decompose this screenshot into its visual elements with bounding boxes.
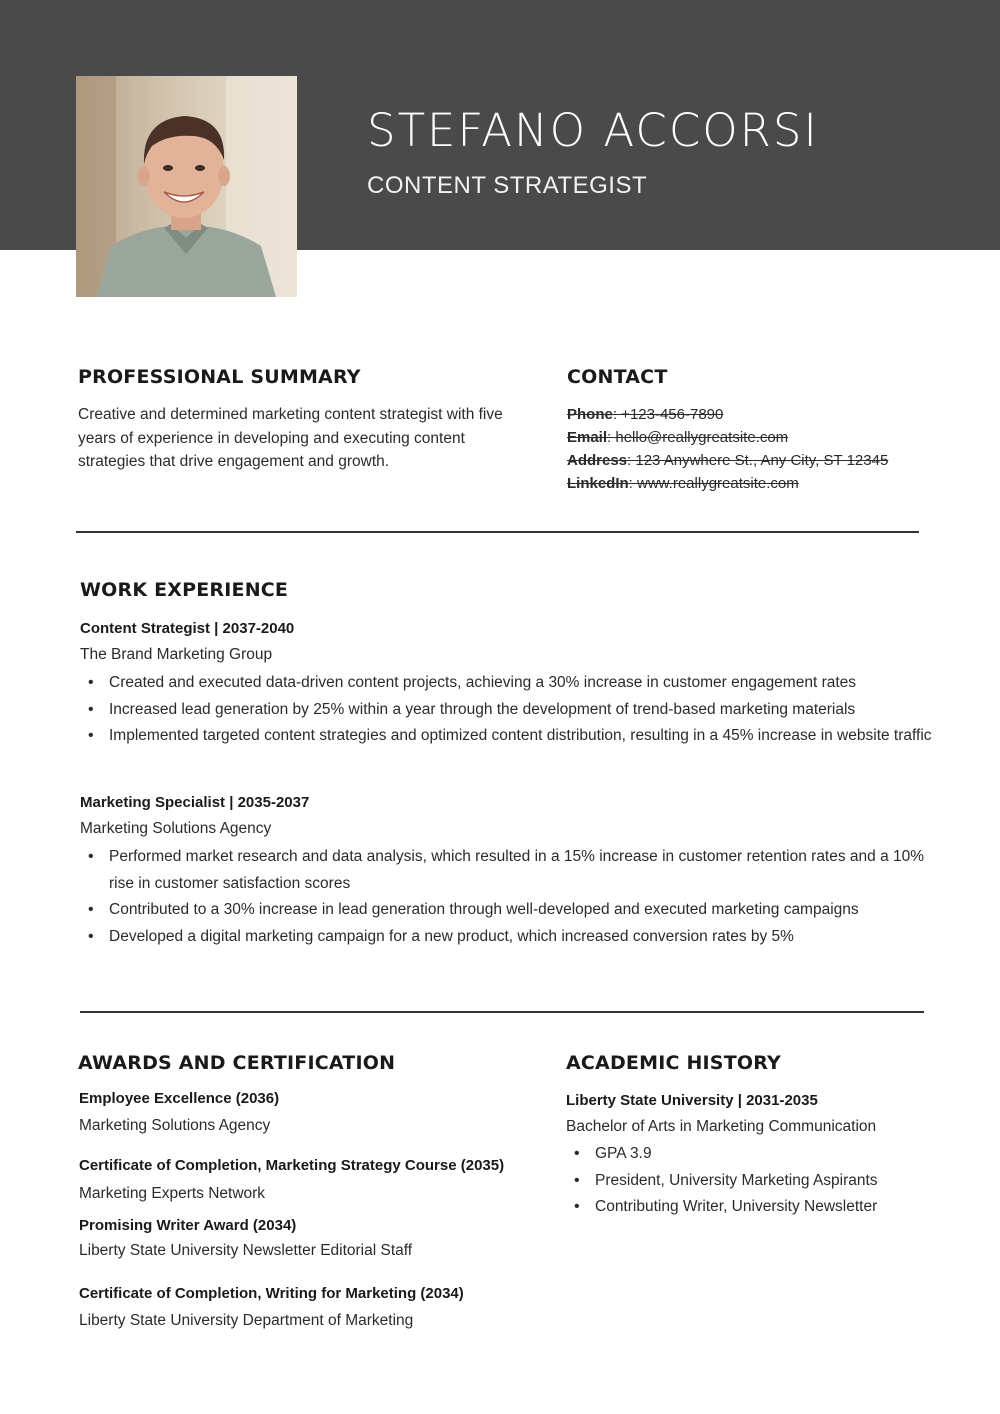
education-heading: ACADEMIC HISTORY <box>566 1052 781 1074</box>
award-org: Liberty State University Department of Marketing <box>79 1312 414 1329</box>
list-item: • Created and executed data-driven content projects, achieving a 30% increase in customer engagement rates <box>80 670 940 697</box>
contact-list <box>567 403 888 495</box>
contact-address <box>567 449 888 472</box>
candidate-title: CONTENT STRATEGIST <box>367 172 648 199</box>
summary-line: strategies that drive engagement and growth. <box>78 453 390 470</box>
award-title: Certificate of Completion, Marketing Strategy Course (2035) <box>79 1157 505 1174</box>
job-company: The Brand Marketing Group <box>80 646 273 663</box>
contact-linkedin-value: : www.reallygreatsite.com <box>628 475 799 492</box>
list-item: • Performed market research and data analysis, which resulted in a 15% increase in customer retention rates and a 10% <box>80 844 940 871</box>
awards-heading: AWARDS AND CERTIFICATION <box>78 1052 396 1074</box>
list-item: • Implemented targeted content strategies and optimized content distribution, resulting in a 45% increase in website traffic <box>80 723 940 750</box>
job-company: Marketing Solutions Agency <box>80 820 272 837</box>
contact-email-value: : hello@reallygreatsite.com <box>607 429 789 446</box>
award-org: Marketing Experts Network <box>79 1185 266 1202</box>
education-school: Liberty State University | 2031-2035 <box>566 1092 818 1109</box>
contact-email-label: Email <box>567 429 608 446</box>
contact-phone <box>567 403 888 426</box>
list-item: • Developed a digital marketing campaign for a new product, which increased conversion rates by 5% <box>80 924 940 951</box>
list-item-continuation: rise in customer satisfaction scores <box>109 874 351 892</box>
contact-linkedin <box>567 472 888 495</box>
summary-text <box>78 403 518 474</box>
education-bullets <box>566 1141 966 1221</box>
profile-photo <box>76 76 297 297</box>
contact-address-value: : 123 Anywhere St., Any City, ST 12345 <box>627 452 889 469</box>
candidate-name: STEFANO ACCORSI <box>367 104 819 157</box>
job-bullets <box>80 670 940 750</box>
list-item: • President, University Marketing Aspirants <box>566 1168 966 1195</box>
contact-phone-value: : +123-456-7890 <box>612 406 724 423</box>
award-title: Promising Writer Award (2034) <box>79 1217 297 1234</box>
summary-heading: PROFESSIONAL SUMMARY <box>78 366 361 388</box>
section-divider <box>80 1011 924 1013</box>
contact-heading: CONTACT <box>567 366 668 388</box>
list-item: • GPA 3.9 <box>566 1141 966 1168</box>
job-role: Marketing Specialist | 2035-2037 <box>80 794 310 811</box>
education-degree: Bachelor of Arts in Marketing Communication <box>566 1118 877 1135</box>
list-item: • Contributing Writer, University Newsletter <box>566 1194 966 1221</box>
summary-line: Creative and determined marketing content strategist with five <box>78 406 503 423</box>
section-divider <box>76 531 919 533</box>
job-role: Content Strategist | 2037-2040 <box>80 620 295 637</box>
list-item: • Increased lead generation by 25% within a year through the development of trend-based marketing materials <box>80 697 940 724</box>
award-title: Employee Excellence (2036) <box>79 1090 280 1107</box>
contact-address-label: Address <box>567 452 628 469</box>
summary-line: years of experience in developing and executing content <box>78 429 465 447</box>
experience-heading: WORK EXPERIENCE <box>80 579 289 601</box>
contact-phone-label: Phone <box>567 406 613 423</box>
contact-email <box>567 426 888 449</box>
job-bullets <box>80 844 940 950</box>
award-org: Liberty State University Newsletter Editorial Staff <box>79 1242 413 1259</box>
contact-linkedin-label: LinkedIn <box>567 475 629 492</box>
list-item: • Contributed to a 30% increase in lead generation through well-developed and executed marketing campaigns <box>80 897 940 924</box>
award-title: Certificate of Completion, Writing for Marketing (2034) <box>79 1285 464 1302</box>
award-org: Marketing Solutions Agency <box>79 1117 271 1134</box>
